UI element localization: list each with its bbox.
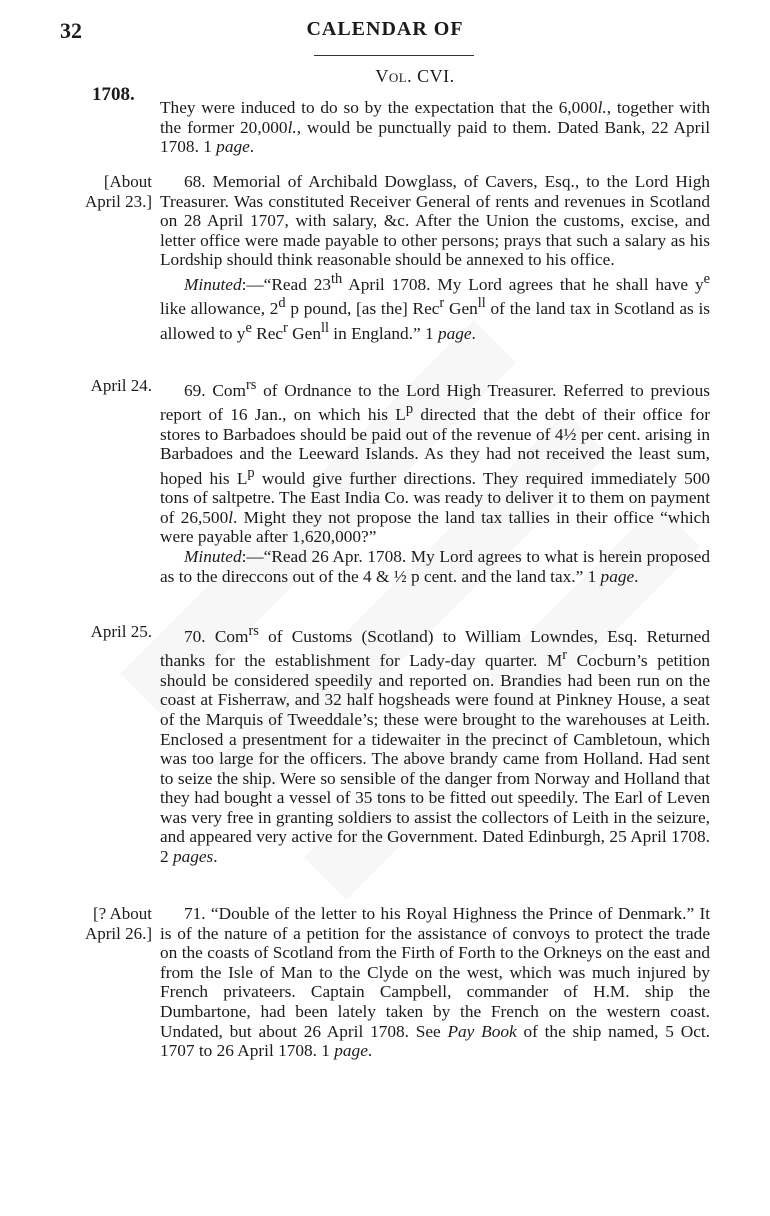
margin-date [60,904,152,943]
minuted-paragraph: Minuted:—“Read 23th April 1708. My Lord agrees that he shall have $y^e$ like allowance, 2$^d$ p pound, [as the] Rec$^r$ Gen$^{ll}$ of the land tax in Scotland as is allowed to $y^e$ Rec$^r$ Gen$^{ll}$ in England.” 1 page. [160,270,710,343]
margin-date-line: [About [103,172,152,191]
year-label: 1708. [92,84,135,105]
entry-paragraph: 70. Com$^{rs}$ of Customs (Scotland) to William Lowndes, Esq. Returned thanks for the establishment for Lady-day quarter. $M^r$ Cocburn’s petition should be considered speedily and reported on. Brandies had been run on the coast at Fisherraw, and 32 half hogsheads were found at Pinkney House, a seat of the Marquis of Tweeddale’s; these were brought to the warehouses at Leith. Enclosed a presentment for a tidewaiter in the precinct of Cambletoun, which was too large for the officers. The above brandy came from Holland. Had sent to seize the ship. Were so sensible of the danger from Norway and Holland that they had bought a vessel of 35 tons to be fitted out speedily. The Earl of Leven was very free in granting soldiers to assist the collectors of Leith in the seizure, and appeared very active for the Government. Dated Edinburgh, 25 April 1708. 2 pages. [160,623,710,867]
page-number: 32 [60,18,82,43]
margin-date-line: April 23.] [84,191,152,211]
entry-text [160,376,710,586]
minuted-paragraph: Minuted:—“Read 26 Apr. 1708. My Lord agrees to what is herein proposed as to the direccons out of the 4 & ½ p cent. and the land tax.” 1 page. [160,547,710,586]
volume-text: Vol. CVI. [375,66,455,86]
margin-date-line: April 25. [90,622,152,641]
entry-paragraph: 68. Memorial of Archibald Dowglass, of Cavers, Esq., to the Lord High Treasurer. Was constituted Receiver General of rents and revenues in Scotland on 28 April 1707, with salary, &c. After the Union the customs, excise, and letter office were made payable to other persons; prays that such a salary as his Lordship should think reasonable should be annexed to his office. [160,172,710,270]
entry-text [160,172,710,343]
margin-date-line: April 26.] [84,923,152,943]
running-head [0,18,770,48]
margin-date-line: [? About [92,904,152,923]
header-rule [314,55,474,56]
margin-date [60,172,152,211]
margin-date [60,376,152,396]
margin-date-line: April 24. [90,376,152,395]
entry-paragraph: 69. Com$^{rs}$ of Ordnance to the Lord High Treasurer. Referred to previous report of 16 Jan., on which his $L^p$ directed that the debt of their office for stores to Barbadoes should be paid out of the revenue of 4½ per cent. arising in Barbadoes and the Leeward Islands. As they had not received the least sum, hoped his $L^p$ would give further directions. They required immediately 500 tons of saltpetre. The East India Co. was ready to deliver it to them on payment of 26,500l. Might they not propose the land tax tallies in their office “which were payable after 1,620,000?” [160,377,710,547]
entry-paragraph: 71. “Double of the letter to his Royal Highness the Prince of Denmark.” It is of the nature of a petition for the assistance of convoys to protect the trade on the coasts of Scotland from the Firth of Forth to the Orkneys on the east and from the Isle of Man to the Clyde on the west, which was much injured by French privateers. Captain Campbell, commander of H.M. ship the Dumbartone, had been lately taken by the French on the western coast. Undated, but about 26 April 1708. See Pay Book of the ship named, 5 Oct. 1707 to 26 April 1708. 1 page. [160,904,710,1061]
entry-text [160,622,710,867]
margin-date [60,622,152,642]
entry-text [160,904,710,1061]
running-title: CALENDAR OF [306,18,464,40]
entry-text [160,98,710,157]
entry-paragraph [160,98,710,157]
para-segment: They were induced to do so by the expectation that the 6,000l., together with the former 20,000l., would be punctually paid to them. Dated Bank, 22 April 1708. 1 page. [160,98,711,157]
